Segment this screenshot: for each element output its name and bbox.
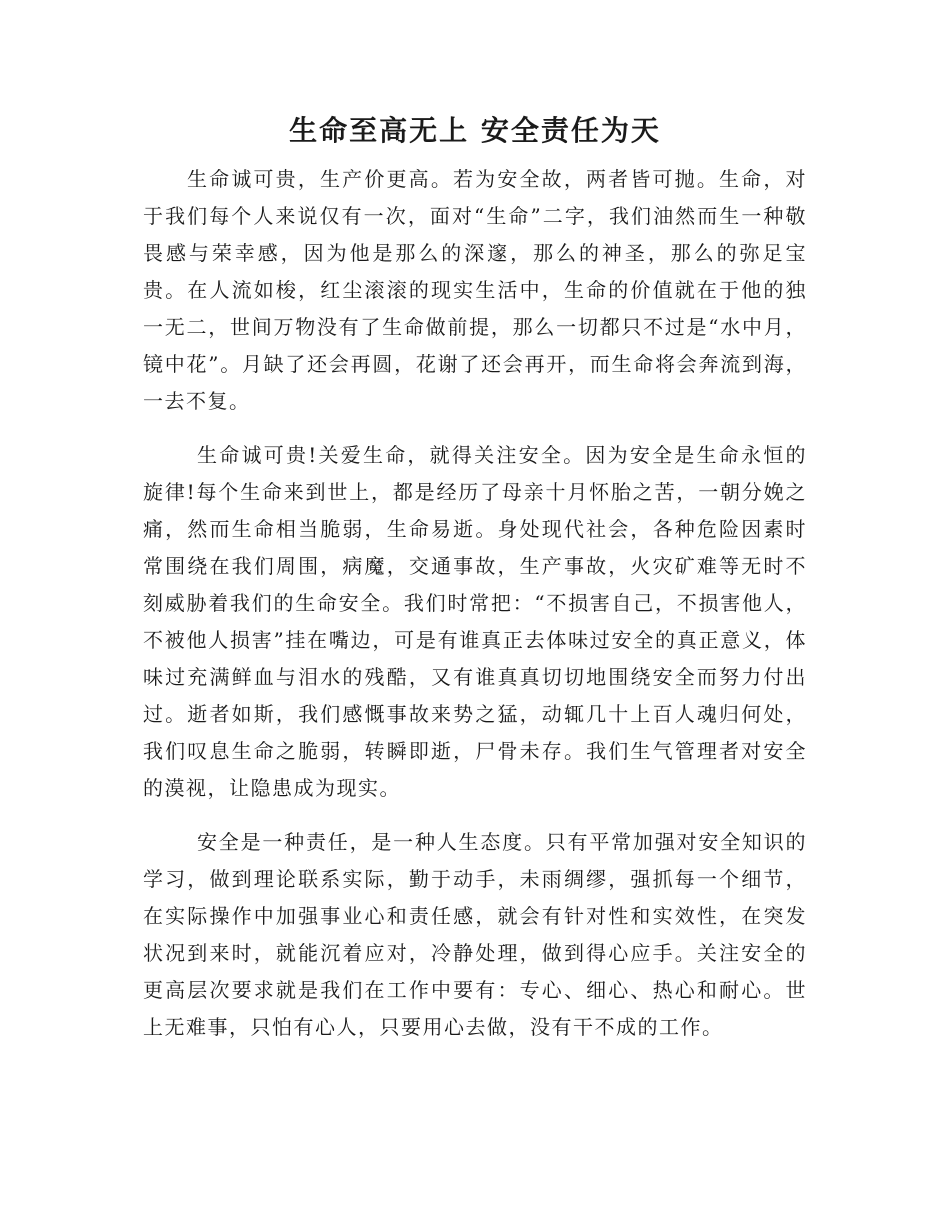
document-title: 生命至高无上 安全责任为天 [289, 114, 661, 147]
paragraph-2: 生命诚可贵!关爱生命，就得关注安全。因为安全是生命永恒的旋律!每个生命来到世上，都是经历了母亲十月怀胎之苦，一朝分娩之痛，然而生命相当脆弱，生命易逝。身处现代社会，各种危险因素时常围绕在我们周围，病魔，交通事故，生产事故，火灾矿难等无时不刻威胁着我们的生命安全。我们时常把：“不损害自己，不损害他人，不被他人损害”挂在嘴边，可是有谁真正去体味过安全的真正意义，体味过充满鲜血与泪水的残酷，又有谁真真切切地围绕安全而努力付出过。逝者如斯，我们感慨事故来势之猛，动辄几十上百人魂归何处，我们叹息生命之脆弱，转瞬即逝，尸骨未存。我们生气管理者对安全的漠视，让隐患成为现实。 [143, 443, 807, 800]
paragraph-3: 安全是一种责任，是一种人生态度。只有平常加强对安全知识的学习，做到理论联系实际，勤于动手，未雨绸缪，强抓每一个细节，在实际操作中加强事业心和责任感，就会有针对性和实效性，在突发状况到来时，就能沉着应对，冷静处理，做到得心应手。关注安全的更高层次要求就是我们在工作中要有：专心、细心、热心和耐心。世上无难事，只怕有心人，只要用心去做，没有干不成的工作。 [143, 830, 807, 1039]
paragraph-1: 生命诚可贵，生产价更高。若为安全故，两者皆可抛。生命，对于我们每个人来说仅有一次，面对“生命”二字，我们油然而生一种敬畏感与荣幸感，因为他是那么的深邃，那么的神圣，那么的弥足宝贵。在人流如梭，红尘滚滚的现实生活中，生命的价值就在于他的独一无二，世间万物没有了生命做前提，那么一切都只不过是“水中月，镜中花”。月缺了还会再圆，花谢了还会再开，而生命将会奔流到海，一去不复。 [143, 167, 807, 413]
